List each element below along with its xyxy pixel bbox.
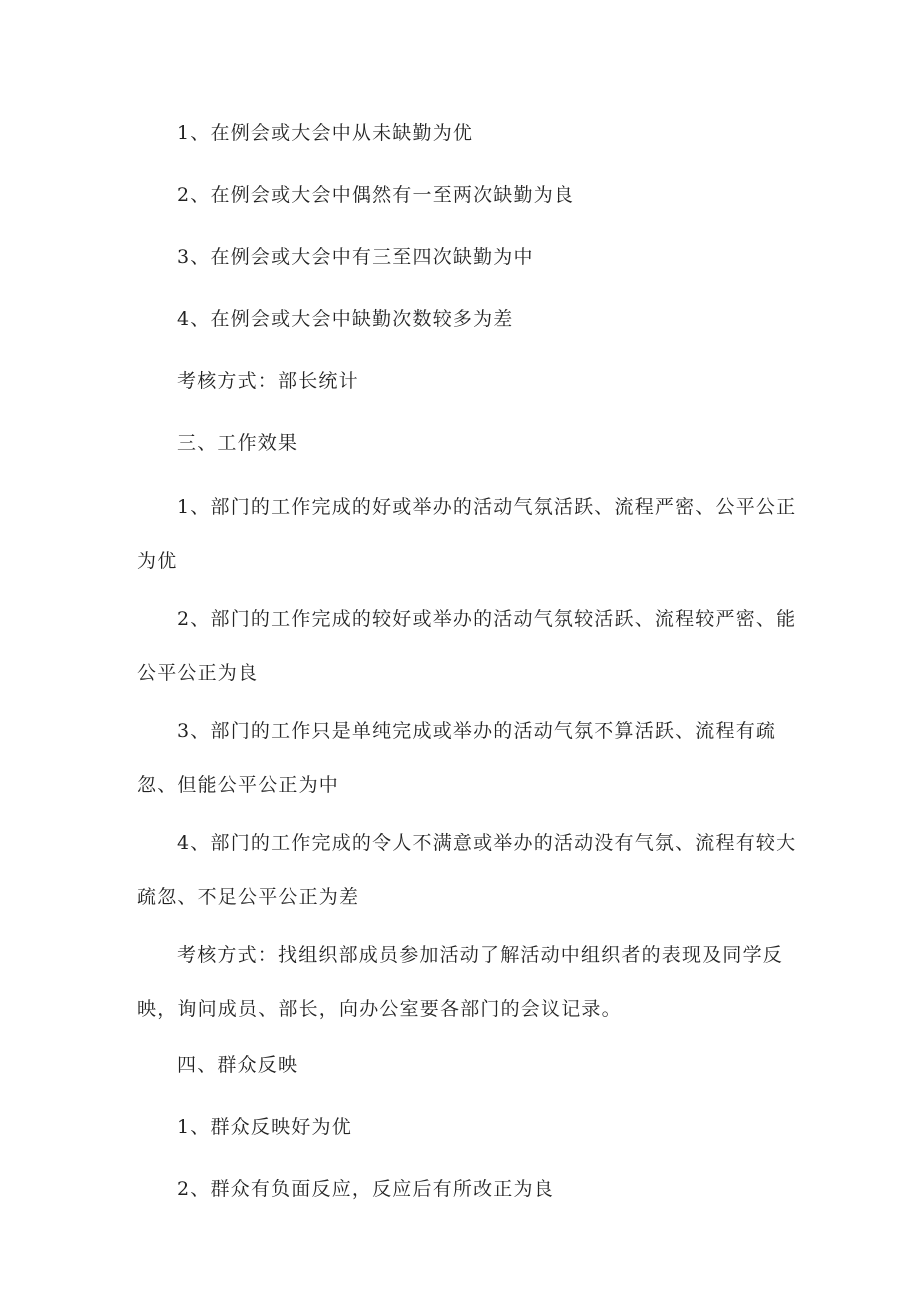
paragraph-attendance-poor: 4、在例会或大会中缺勤次数较多为差 [177,308,514,330]
paragraph-feedback-excellent: 1、群众反映好为优 [177,1116,352,1138]
paragraph-work-excellent: 1、部门的工作完成的好或举办的活动气氛活跃、流程严密、公平公正为优 [137,496,797,572]
section-heading-work-results: 三、工作效果 [177,432,299,454]
paragraph-attendance-average: 3、在例会或大会中有三至四次缺勤为中 [177,246,534,268]
paragraph-assessment-method-2: 考核方式：找组织部成员参加活动了解活动中组织者的表现及同学反映，询问成员、部长，向办公室要各部门的会议记录。 [137,944,784,1020]
paragraph-assessment-method-1: 考核方式：部长统计 [177,370,359,392]
paragraph-work-good: 2、部门的工作完成的较好或举办的活动气氛较活跃、流程较严密、能公平公正为良 [137,608,797,684]
paragraph-feedback-good: 2、群众有负面反应，反应后有所改正为良 [177,1178,554,1200]
paragraph-work-poor: 4、部门的工作完成的令人不满意或举办的活动没有气氛、流程有较大疏忽、不足公平公正为差 [137,832,797,908]
paragraph-attendance-excellent: 1、在例会或大会中从未缺勤为优 [177,122,474,144]
paragraph-work-average: 3、部门的工作只是单纯完成或举办的活动气氛不算活跃、流程有疏忽、但能公平公正为中 [137,720,777,796]
paragraph-attendance-good: 2、在例会或大会中偶然有一至两次缺勤为良 [177,184,575,206]
section-heading-public-feedback: 四、群众反映 [177,1054,299,1076]
